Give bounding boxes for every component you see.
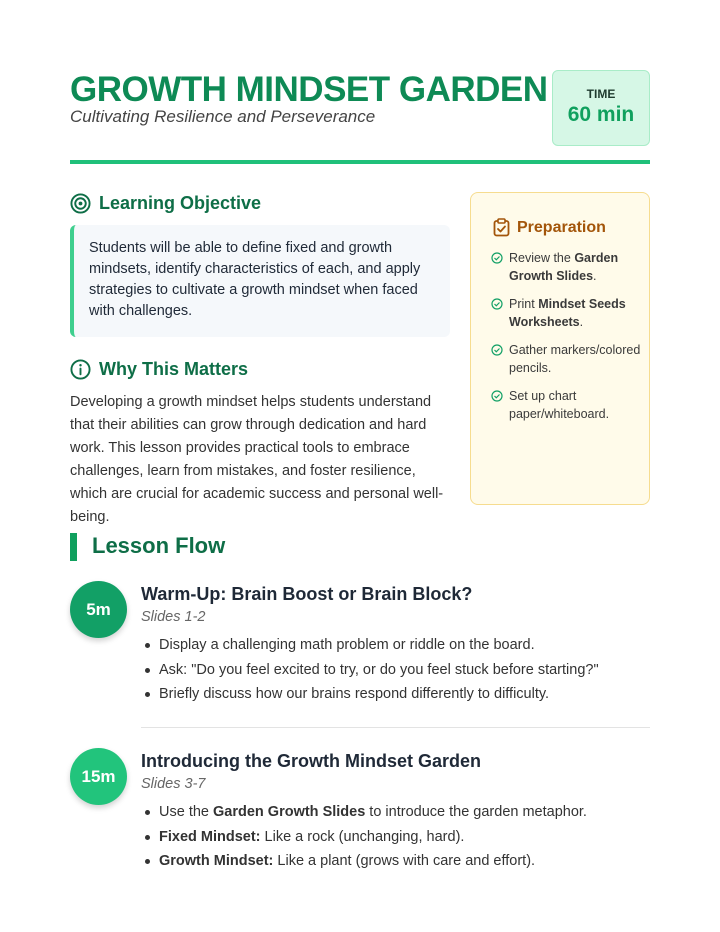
preparation-heading [493,218,606,237]
step-slides: Slides 1-2 [141,609,206,625]
target-icon [70,193,91,214]
step-title: Introducing the Growth Mindset Garden [141,751,481,771]
check-circle-icon [491,390,503,402]
matters-text: Developing a growth mindset helps students understand that their abilities can grow through dedication and hard work. This lesson provides practical tools to embrace challenges, learn from mistakes, and foster resilience, which are crucial for academic success and personal well-being. [70,394,444,525]
preparation-item [491,249,641,285]
objective-heading [70,193,261,214]
preparation-heading-label: Preparation [517,218,606,236]
preparation-item-text: Print Mindset Seeds Worksheets. [509,297,626,329]
step-bullet-list [159,633,599,707]
lesson-flow-heading: Lesson Flow [92,533,226,558]
header-divider [70,160,650,164]
step-bullet: Growth Mindset: Like a plant (grows with care and effort). [159,849,587,874]
step-duration-badge: 15m [70,748,127,805]
step-bullet: Use the Garden Growth Slides to introduce the garden metaphor. [159,800,587,825]
step-duration-badge: 5m [70,581,127,638]
step-title: Warm-Up: Brain Boost or Brain Block? [141,584,473,604]
preparation-list [491,249,641,433]
header [70,70,650,162]
step-bullet: Briefly discuss how our brains respond differently to difficulty. [159,682,599,707]
clipboard-check-icon [493,218,510,237]
check-circle-icon [491,344,503,356]
check-circle-icon [491,252,503,264]
step-slides: Slides 3-7 [141,776,206,792]
page-subtitle: Cultivating Resilience and Perseverance [70,107,376,126]
step-divider [141,727,650,728]
time-badge [552,70,650,146]
preparation-item-text: Gather markers/colored pencils. [509,343,641,375]
preparation-item-text: Review the Garden Growth Slides. [509,251,619,283]
preparation-item-text: Set up chart paper/whiteboard. [509,389,610,421]
step-bullet: Display a challenging math problem or riddle on the board. [159,633,599,658]
check-circle-icon [491,298,503,310]
step-bullet-list [159,800,587,874]
matters-heading [70,359,248,380]
step-bullet: Ask: "Do you feel excited to try, or do you feel stuck before starting?" [159,658,599,683]
step-bullet: Fixed Mindset: Like a rock (unchanging, hard). [159,825,587,850]
preparation-item [491,387,641,423]
lesson-flow-accent-bar [70,533,77,561]
objective-box [70,225,450,337]
time-value: 60 min [567,103,635,126]
preparation-item [491,295,641,331]
matters-heading-label: Why This Matters [99,359,249,379]
objective-text: Students will be able to define fixed and growth mindsets, identify characteristics of each, and apply strategies to cultivate a growth mindset when faced with challenges. [89,240,421,319]
time-label: TIME [586,87,616,101]
preparation-item [491,341,641,377]
preparation-card [470,192,650,505]
objective-heading-label: Learning Objective [99,193,262,213]
page-title: GROWTH MINDSET GARDEN [70,70,548,109]
info-icon [70,359,91,380]
